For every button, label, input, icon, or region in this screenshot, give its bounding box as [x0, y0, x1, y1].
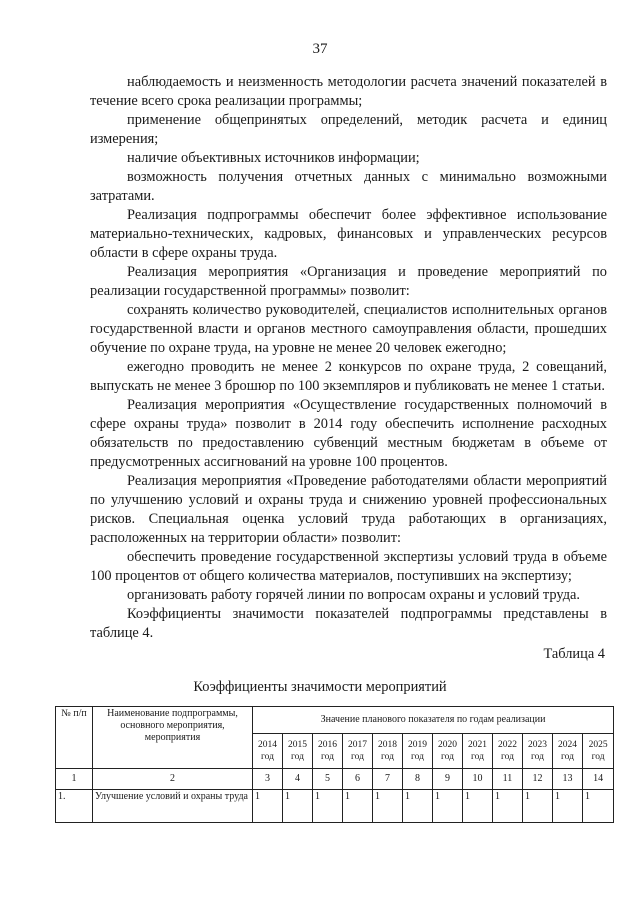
value-cell: 1 — [553, 790, 583, 823]
value-cell: 1 — [283, 790, 313, 823]
year-header: 2020 год — [433, 734, 463, 769]
value-cell: 1 — [403, 790, 433, 823]
row-name: Улучшение условий и охраны труда — [93, 790, 253, 823]
index-cell: 6 — [343, 769, 373, 790]
year-header: 2017 год — [343, 734, 373, 769]
year-header: 2014 год — [253, 734, 283, 769]
body-text — [90, 73, 607, 643]
value-cell: 1 — [313, 790, 343, 823]
col-name-header: Наименование подпрограммы, основного мероприятия, мероприятия — [93, 707, 253, 769]
index-cell: 14 — [583, 769, 614, 790]
value-cell: 1 — [493, 790, 523, 823]
values-header: Значение планового показателя по годам реализации — [253, 707, 614, 734]
year-header: 2021 год — [463, 734, 493, 769]
index-cell: 2 — [93, 769, 253, 790]
value-cell: 1 — [343, 790, 373, 823]
index-cell: 9 — [433, 769, 463, 790]
index-cell: 12 — [523, 769, 553, 790]
year-header: 2015 год — [283, 734, 313, 769]
paragraph: Реализация мероприятия «Осуществление государственных полномочий в сфере охраны труда» позволит в 2014 году обеспечить исполнение расходных обязательств по предоставлению субвенций местным бюджетам в объеме от предусмотренных ассигнований на уровне 100 процентов. — [90, 397, 607, 470]
index-cell: 3 — [253, 769, 283, 790]
index-cell: 11 — [493, 769, 523, 790]
year-header: 2023 год — [523, 734, 553, 769]
index-row — [56, 769, 614, 790]
paragraph: Реализация мероприятия «Проведение работодателями области мероприятий по улучшению условий и охраны труда и снижению уровней профессиональных рисков. Специальная оценка условий труда работающих в организациях, расположенных на территории области» позволит: — [90, 473, 607, 546]
index-cell: 13 — [553, 769, 583, 790]
paragraph: наблюдаемость и неизменность методологии расчета значений показателей в течение всего срока реализации программы; — [90, 74, 607, 109]
row-number: 1. — [56, 790, 93, 823]
index-cell: 7 — [373, 769, 403, 790]
paragraph: применение общепринятых определений, методик расчета и единиц измерения; — [90, 112, 607, 147]
year-header: 2018 год — [373, 734, 403, 769]
col-num-header: № п/п — [56, 707, 93, 769]
index-cell: 10 — [463, 769, 493, 790]
value-cell: 1 — [433, 790, 463, 823]
value-cell: 1 — [523, 790, 553, 823]
paragraph: возможность получения отчетных данных с минимально возможными затратами. — [90, 169, 607, 204]
paragraph: сохранять количество руководителей, специалистов исполнительных органов государственной власти и органов местного самоуправления области, прошедших обучение по охране труда, на уровне не менее 20 человек ежегодно; — [90, 302, 607, 356]
value-cell: 1 — [463, 790, 493, 823]
paragraph: Коэффициенты значимости показателей подпрограммы представлены в таблице 4. — [90, 606, 607, 641]
value-cell: 1 — [373, 790, 403, 823]
paragraph: Реализация мероприятия «Организация и проведение мероприятий по реализации государственной программы» позволит: — [90, 264, 607, 299]
paragraph: Реализация подпрограммы обеспечит более эффективное использование материально-технических, кадровых, финансовых и управленческих ресурсов области в сфере охраны труда. — [90, 207, 607, 261]
paragraph: организовать работу горячей линии по вопросам охраны и условий труда. — [127, 587, 581, 603]
year-header: 2016 год — [313, 734, 343, 769]
index-cell: 1 — [56, 769, 93, 790]
year-header: 2024 год — [553, 734, 583, 769]
value-cell: 1 — [253, 790, 283, 823]
paragraph: наличие объективных источников информации; — [127, 150, 420, 166]
coefficients-table — [55, 706, 614, 823]
year-header: 2022 год — [493, 734, 523, 769]
year-header: 2025 год — [583, 734, 614, 769]
paragraph: ежегодно проводить не менее 2 конкурсов по охране труда, 2 совещаний, выпускать не менее 3 брошюр по 100 экземпляров и публиковать не менее 1 статьи. — [90, 359, 607, 394]
paragraph: обеспечить проведение государственной экспертизы условий труда в объеме 100 процентов от общего количества материалов, поступивших на экспертизу; — [90, 549, 607, 584]
page-number: 37 — [312, 41, 328, 57]
index-cell: 4 — [283, 769, 313, 790]
index-cell: 8 — [403, 769, 433, 790]
table-title: Коэффициенты значимости мероприятий — [193, 679, 447, 695]
year-header: 2019 год — [403, 734, 433, 769]
table-row — [56, 790, 614, 823]
value-cell: 1 — [583, 790, 614, 823]
index-cell: 5 — [313, 769, 343, 790]
table-caption: Таблица 4 — [543, 646, 605, 662]
